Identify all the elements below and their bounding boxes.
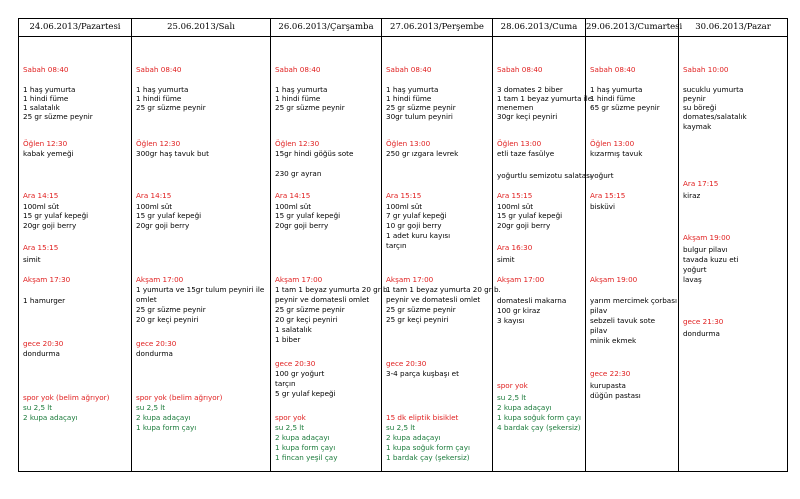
food-item: 1 haş yumurta bbox=[386, 85, 439, 94]
meal-label: Öğlen 12:30 bbox=[136, 139, 181, 148]
food-item: tarçın bbox=[275, 379, 296, 388]
food-item: 100 gr kiraz bbox=[497, 306, 541, 315]
food-item: 100ml süt bbox=[23, 202, 60, 211]
food-item: peynir ve domatesli omlet bbox=[386, 295, 481, 304]
meal-label: spor yok (belim ağrıyor) bbox=[23, 393, 110, 402]
hydration-note: 2 kupa adaçayı bbox=[136, 413, 191, 422]
food-item: 1 tam 1 beyaz yumurta 20 gr b. bbox=[275, 285, 390, 294]
food-item: minik ekmek bbox=[590, 336, 637, 345]
food-item: 3 kayısı bbox=[497, 316, 525, 325]
food-item: 1 hindi füme bbox=[23, 94, 69, 103]
food-item: simit bbox=[497, 255, 515, 264]
day-column bbox=[493, 19, 593, 471]
food-item: dondurma bbox=[136, 349, 173, 358]
meal-label: Ara 15:15 bbox=[590, 191, 626, 200]
day-column bbox=[382, 19, 501, 471]
food-item: 1 haş yumurta bbox=[275, 85, 328, 94]
food-item: 300gr haş tavuk but bbox=[136, 149, 209, 158]
hydration-note: su 2,5 lt bbox=[23, 403, 53, 412]
hydration-note: su 2,5 lt bbox=[386, 423, 416, 432]
food-item: düğün pastası bbox=[590, 391, 641, 400]
food-item: 1 salatalık bbox=[275, 325, 312, 334]
food-item: 100ml süt bbox=[136, 202, 173, 211]
meal-label: Sabah 08:40 bbox=[497, 65, 543, 74]
food-item: domatesli makarna bbox=[497, 296, 567, 305]
day-column bbox=[271, 19, 390, 471]
meal-label: gece 20:30 bbox=[136, 339, 177, 348]
food-item: 25 gr süzme peynir bbox=[386, 305, 456, 314]
day-header: 26.06.2013/Çarşamba bbox=[271, 19, 381, 37]
meal-label: Akşam 17:00 bbox=[275, 275, 323, 284]
hydration-note: 4 bardak çay (şekersiz) bbox=[497, 423, 581, 432]
food-item: 30gr tulum peyniri bbox=[386, 112, 453, 121]
food-item: 100ml süt bbox=[275, 202, 312, 211]
food-item: 1 hindi füme bbox=[386, 94, 432, 103]
hydration-note: 1 kupa soğuk form çayı bbox=[386, 443, 470, 452]
day-entries bbox=[493, 37, 593, 473]
food-item: 20 gr keçi peyniri bbox=[136, 315, 199, 324]
food-item: 30gr keçi peyniri bbox=[497, 112, 558, 121]
food-item: sucuklu yumurta bbox=[683, 85, 744, 94]
food-item: 1 hindi füme bbox=[136, 94, 182, 103]
food-item: 1 tam 1 beyaz yumurta ile bbox=[497, 94, 593, 103]
meal-label: Ara 14:15 bbox=[136, 191, 172, 200]
food-item: dondurma bbox=[683, 329, 720, 338]
meal-label: gece 20:30 bbox=[386, 359, 427, 368]
food-item: 25 gr süzme peynir bbox=[275, 103, 345, 112]
meal-label: Ara 16:30 bbox=[497, 243, 533, 252]
hydration-note: 1 kupa form çayı bbox=[275, 443, 336, 452]
meal-label: Ara 15:15 bbox=[386, 191, 422, 200]
food-item: lavaş bbox=[683, 275, 702, 284]
food-item: su böreği bbox=[683, 103, 717, 112]
food-item: 1 adet kuru kayısı bbox=[386, 231, 451, 240]
food-item: 25 gr süzme peynir bbox=[136, 103, 206, 112]
meal-label: Öğlen 13:00 bbox=[386, 139, 431, 148]
food-item: menemen bbox=[497, 103, 534, 112]
day-entries bbox=[382, 37, 501, 473]
food-item: yoğurt bbox=[590, 171, 614, 180]
food-item: 25 gr süzme peynir bbox=[136, 305, 206, 314]
food-item: 20gr goji berry bbox=[497, 221, 551, 230]
meal-label: Sabah 08:40 bbox=[136, 65, 182, 74]
meal-label: Akşam 19:00 bbox=[683, 233, 731, 242]
hydration-note: su 2,5 lt bbox=[136, 403, 166, 412]
food-item: 1 hindi füme bbox=[590, 94, 636, 103]
food-item: 15 gr yulaf kepeği bbox=[497, 211, 563, 220]
food-item: 15gr hindi göğüs sote bbox=[275, 149, 354, 158]
hydration-note: 2 kupa adaçayı bbox=[275, 433, 330, 442]
meal-label: Sabah 08:40 bbox=[386, 65, 432, 74]
meal-label: gece 22:30 bbox=[590, 369, 631, 378]
food-item: kurupasta bbox=[590, 381, 626, 390]
meal-label: Sabah 08:40 bbox=[23, 65, 69, 74]
day-entries bbox=[19, 37, 131, 473]
meal-label: Akşam 19:00 bbox=[590, 275, 638, 284]
day-column bbox=[586, 19, 683, 471]
day-header: 28.06.2013/Cuma bbox=[493, 19, 585, 37]
food-item: 20gr goji berry bbox=[23, 221, 77, 230]
food-item: 65 gr süzme peynir bbox=[590, 103, 660, 112]
food-item: pilav bbox=[590, 326, 608, 335]
meal-label: Öğlen 12:30 bbox=[23, 139, 68, 148]
meal-label: Sabah 08:40 bbox=[590, 65, 636, 74]
day-header: 24.06.2013/Pazartesi bbox=[19, 19, 131, 37]
food-item: domates/salatalık bbox=[683, 112, 747, 121]
meal-label: Ara 14:15 bbox=[275, 191, 311, 200]
food-item: 1 hamurger bbox=[23, 296, 66, 305]
food-item: sebzeli tavuk sote bbox=[590, 316, 656, 325]
meal-label: Öğlen 13:00 bbox=[497, 139, 542, 148]
food-item: 100ml süt bbox=[386, 202, 423, 211]
day-entries bbox=[132, 37, 270, 473]
food-item: 20 gr keçi peyniri bbox=[275, 315, 338, 324]
food-item: 1 haş yumurta bbox=[590, 85, 643, 94]
food-item: omlet bbox=[136, 295, 157, 304]
day-column bbox=[679, 19, 787, 471]
food-item: 3-4 parça kuşbaşı et bbox=[386, 369, 459, 378]
food-item: 1 biber bbox=[275, 335, 301, 344]
hydration-note: su 2,5 lt bbox=[275, 423, 305, 432]
food-item: simit bbox=[23, 255, 41, 264]
day-entries bbox=[271, 37, 390, 473]
food-item: 1 haş yumurta bbox=[136, 85, 189, 94]
food-item: peynir bbox=[683, 94, 706, 103]
meal-label: Sabah 10:00 bbox=[683, 65, 729, 74]
meal-label: Akşam 17:00 bbox=[497, 275, 545, 284]
meal-label: gece 20:30 bbox=[23, 339, 64, 348]
food-item: yoğurtlu semizotu salatası bbox=[497, 171, 592, 180]
food-item: tarçın bbox=[386, 241, 407, 250]
food-item: bisküvi bbox=[590, 202, 616, 211]
meal-label: Sabah 08:40 bbox=[275, 65, 321, 74]
hydration-note: su 2,5 lt bbox=[497, 393, 527, 402]
day-entries bbox=[679, 37, 787, 473]
food-item: dondurma bbox=[23, 349, 60, 358]
meal-label: gece 21:30 bbox=[683, 317, 724, 326]
weekly-diet-table bbox=[18, 18, 788, 472]
meal-label: Ara 15:15 bbox=[497, 191, 533, 200]
hydration-note: 2 kupa adaçayı bbox=[386, 433, 441, 442]
meal-label: gece 20:30 bbox=[275, 359, 316, 368]
hydration-note: 1 fincan yeşil çay bbox=[275, 453, 338, 462]
food-item: peynir ve domatesli omlet bbox=[275, 295, 370, 304]
meal-label: 15 dk eliptik bisiklet bbox=[386, 413, 459, 422]
food-item: kabak yemeği bbox=[23, 149, 74, 158]
food-item: 1 salatalık bbox=[23, 103, 60, 112]
day-entries bbox=[586, 37, 678, 473]
food-item: 250 gr ızgara levrek bbox=[386, 149, 459, 158]
food-item: 230 gr ayran bbox=[275, 169, 322, 178]
food-item: tavada kuzu eti bbox=[683, 255, 739, 264]
food-item: 20gr goji berry bbox=[275, 221, 329, 230]
food-item: pilav bbox=[590, 306, 608, 315]
meal-label: Öğlen 12:30 bbox=[275, 139, 320, 148]
hydration-note: 1 bardak çay (şekersiz) bbox=[386, 453, 470, 462]
food-item: 15 gr yulaf kepeği bbox=[275, 211, 341, 220]
food-item: 15 gr yulaf kepeği bbox=[23, 211, 89, 220]
food-item: etli taze fasülye bbox=[497, 149, 555, 158]
food-item: 15 gr yulaf kepeği bbox=[136, 211, 202, 220]
day-header: 30.06.2013/Pazar bbox=[679, 19, 787, 37]
meal-label: Öğlen 13:00 bbox=[590, 139, 635, 148]
hydration-note: 2 kupa adaçayı bbox=[23, 413, 78, 422]
food-item: 3 domates 2 biber bbox=[497, 85, 563, 94]
day-column bbox=[132, 19, 271, 471]
food-item: 10 gr goji berry bbox=[386, 221, 442, 230]
meal-label: Ara 15:15 bbox=[23, 243, 59, 252]
food-item: 1 haş yumurta bbox=[23, 85, 76, 94]
food-item: 1 yumurta ve 15gr tulum peyniri ile bbox=[136, 285, 265, 294]
day-header: 27.06.2013/Perşembe bbox=[382, 19, 492, 37]
food-item: 7 gr yulaf kepeği bbox=[386, 211, 447, 220]
food-item: 5 gr yulaf kepeği bbox=[275, 389, 336, 398]
meal-label: Akşam 17:00 bbox=[136, 275, 184, 284]
hydration-note: 2 kupa adaçayı bbox=[497, 403, 552, 412]
food-item: yoğurt bbox=[683, 265, 707, 274]
food-item: 25 gr süzme peynir bbox=[275, 305, 345, 314]
meal-label: Akşam 17:30 bbox=[23, 275, 71, 284]
day-column bbox=[19, 19, 132, 471]
food-item: 20gr goji berry bbox=[136, 221, 190, 230]
food-item: kaymak bbox=[683, 122, 712, 131]
meal-label: spor yok bbox=[275, 413, 306, 422]
hydration-note: 1 kupa soğuk form çayı bbox=[497, 413, 581, 422]
food-item: yarım mercimek çorbası bbox=[590, 296, 677, 305]
food-item: 1 hindi füme bbox=[275, 94, 321, 103]
food-item: bulgur pilavı bbox=[683, 245, 728, 254]
day-header: 25.06.2013/Salı bbox=[132, 19, 270, 37]
food-item: 25 gr keçi peyniri bbox=[386, 315, 449, 324]
day-header: 29.06.2013/Cumartesi bbox=[586, 19, 678, 37]
meal-label: Akşam 17:00 bbox=[386, 275, 434, 284]
meal-label: Ara 17:15 bbox=[683, 179, 719, 188]
food-item: 100ml süt bbox=[497, 202, 534, 211]
meal-label: Ara 14:15 bbox=[23, 191, 59, 200]
meal-label: spor yok (belim ağrıyor) bbox=[136, 393, 223, 402]
food-item: kızarmış tavuk bbox=[590, 149, 643, 158]
hydration-note: 1 kupa form çayı bbox=[136, 423, 197, 432]
food-item: 1 tam 1 beyaz yumurta 20 gr b. bbox=[386, 285, 501, 294]
food-item: 100 gr yoğurt bbox=[275, 369, 325, 378]
food-item: 25 gr süzme peynir bbox=[386, 103, 456, 112]
food-item: kiraz bbox=[683, 191, 701, 200]
food-item: 25 gr süzme peynir bbox=[23, 112, 93, 121]
meal-label: spor yok bbox=[497, 381, 528, 390]
